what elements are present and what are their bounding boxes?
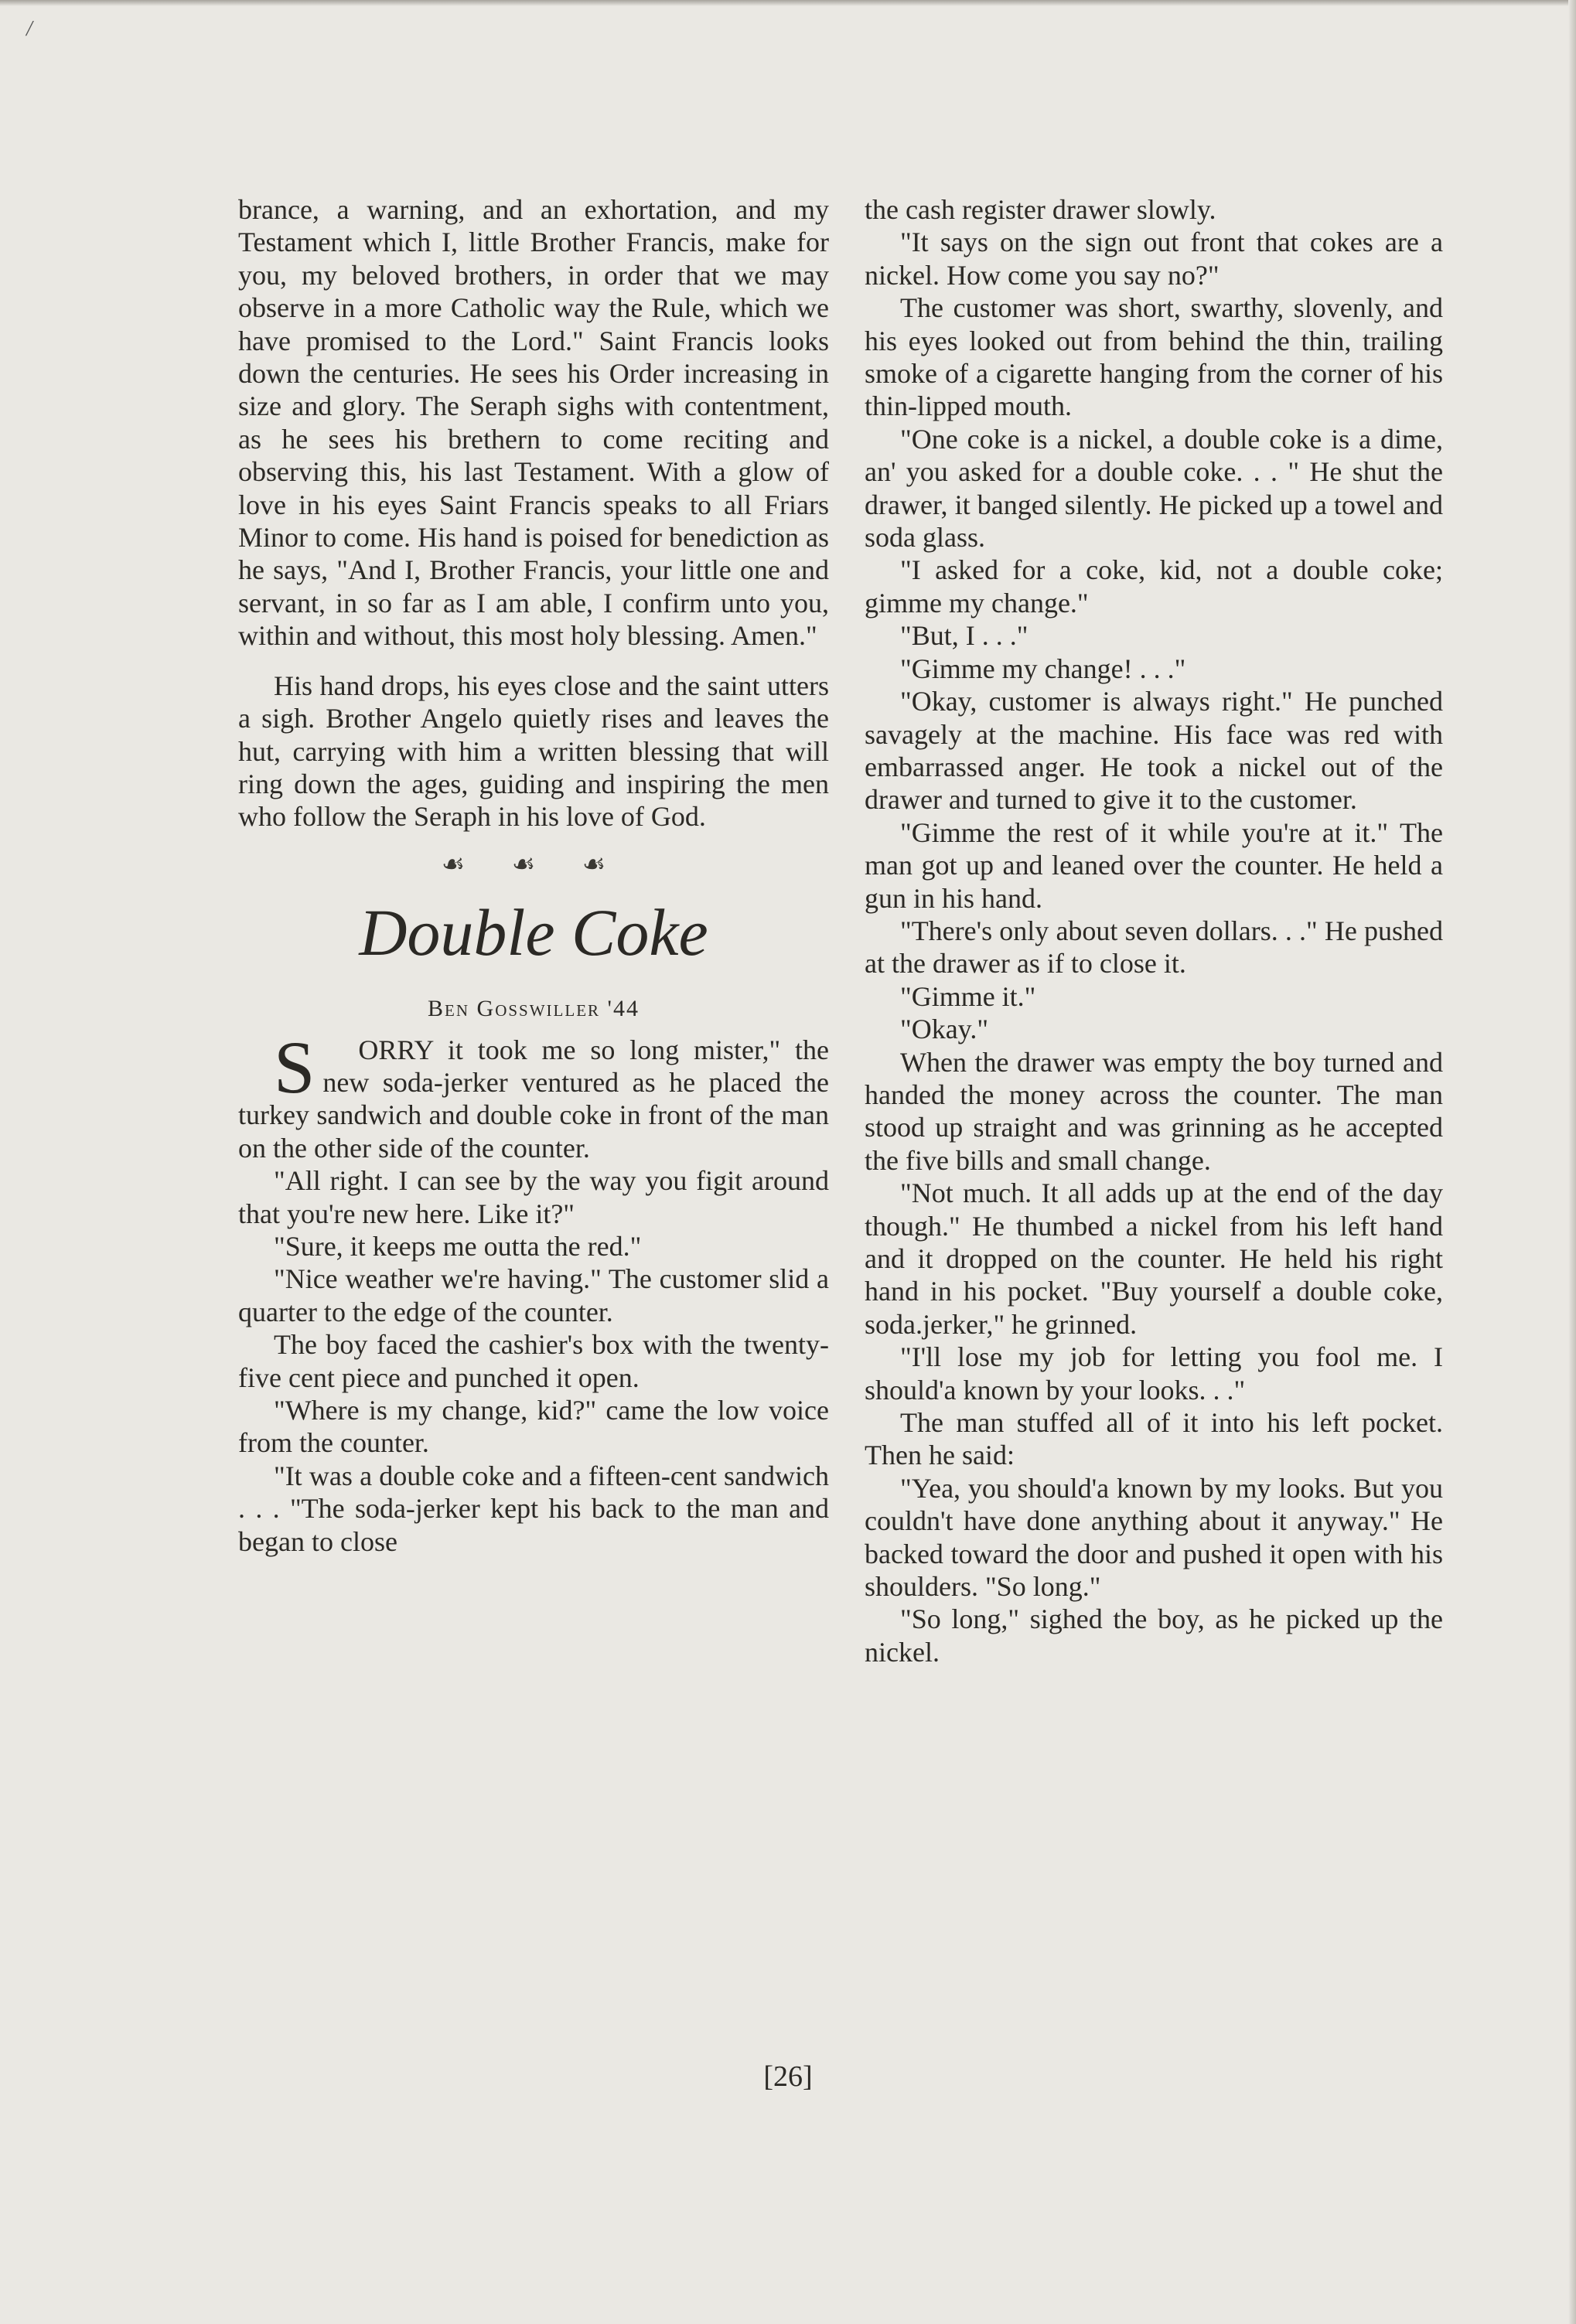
story-paragraph: "So long," sighed the boy, as he picked up the nickel.	[865, 1603, 1443, 1668]
continued-paragraph-2: His hand drops, his eyes close and the saint utters a sigh. Brother Angelo quietly rises and leaves the hut, carrying with him a written blessing that will ring down the ages, guiding and inspiring the men who follow the Seraph in his love of God.	[238, 670, 829, 833]
story-paragraph: "All right. I can see by the way you figit around that you're new here. Like it?"	[238, 1165, 829, 1229]
story-paragraph: The customer was short, swarthy, slovenly, and his eyes looked out from behind the thin, trailing smoke of a cigarette hanging from the corner of his thin-lipped mouth.	[865, 292, 1443, 422]
left-column	[238, 193, 829, 1558]
continued-paragraph-1: brance, a warning, and an exhortation, and my Testament which I, little Brother Francis, make for you, my beloved brothers, in order that we may observe in a more Catholic way the Rule, which we have promised to the Lord." Saint Francis looks down the centuries. He sees his Order increasing in size and glory. The Seraph sighs with contentment, as he sees his brethern to come reciting and observing this, his last Testament. With a glow of love in his eyes Saint Francis speaks to all Friars Minor to come. His hand is poised for benediction as he says, "And I, Brother Francis, your little one and servant, in so far as I am able, I confirm unto you, within and without, this most holy blessing. Amen."	[238, 194, 829, 652]
right-column	[865, 193, 1443, 1668]
story-paragraph: "Okay."	[900, 1014, 989, 1045]
story-byline: Ben Gosswiller '44	[428, 996, 640, 1022]
story-opening-text: ORRY it took me so long mister," the new soda-jerker ventured as he placed the turkey sandwich and double coke in front of the man on the other side of the counter.	[238, 1034, 829, 1164]
story-paragraph: "I asked for a coke, kid, not a double coke; gimme my change."	[865, 554, 1443, 618]
page-number: [26]	[763, 2060, 813, 2093]
story-opening-paragraph	[238, 1025, 829, 1165]
section-ornament: ☙ ☙ ☙	[441, 850, 626, 879]
paper-top-edge	[0, 0, 1576, 6]
story-title: Double Coke	[359, 895, 708, 970]
story-paragraph: "Okay, customer is always right." He punched savagely at the machine. His face was red with embarrassed anger. He took a nickel out of the drawer and turned to give it to the customer.	[865, 686, 1443, 816]
story-paragraph: "But, I . . ."	[900, 620, 1028, 652]
story-paragraph: "Where is my change, kid?" came the low voice from the counter.	[238, 1395, 829, 1459]
story-paragraph: When the drawer was empty the boy turned and handed the money across the counter. The man stood up straight and was grinning as he accepted the five bills and small change.	[865, 1046, 1443, 1176]
story-paragraph: "Sure, it keeps me outta the red."	[274, 1230, 642, 1262]
story-paragraph: "I'll lose my job for letting you fool me. I should'a known by your looks. . ."	[865, 1341, 1443, 1406]
story-paragraph: "There's only about seven dollars. . ." He pushed at the drawer as if to close it.	[865, 915, 1443, 980]
story-paragraph: "It was a double coke and a fifteen-cent sandwich . . . "The soda-jerker kept his back to the man and began to close	[238, 1460, 829, 1557]
story-paragraph: "Not much. It all adds up at the end of the day though." He thumbed a nickel from his left hand and it dropped on the counter. He held his right hand in his pocket. "Buy yourself a double coke, soda.jerker," he grinned.	[865, 1177, 1443, 1340]
story-paragraph: "It says on the sign out front that cokes are a nickel. How come you say no?"	[865, 227, 1443, 291]
paper-right-edge	[1568, 0, 1576, 2324]
margin-mark: /	[26, 17, 32, 41]
story-paragraph: "Gimme my change! . . ."	[900, 653, 1186, 684]
story-paragraph: "Gimme the rest of it while you're at it." The man got up and leaned over the counter. He held a gun in his hand.	[865, 816, 1443, 914]
story-paragraph: The boy faced the cashier's box with the twenty-five cent piece and punched it open.	[238, 1329, 829, 1393]
story-paragraph: "One coke is a nickel, a double coke is a dime, an' you asked for a double coke. . . " He shut the drawer, it banged silently. He picked up a towel and soda glass.	[865, 423, 1443, 554]
story-paragraph: "Nice weather we're having." The customer slid a quarter to the edge of the counter.	[238, 1263, 829, 1327]
story-paragraph: "Yea, you should'a known by my looks. But you couldn't have done anything about it anyway." He backed toward the door and pushed it open with his shoulders. "So long."	[865, 1472, 1443, 1603]
story-paragraph: The man stuffed all of it into his left pocket. Then he said:	[865, 1407, 1443, 1471]
story-paragraph: the cash register drawer slowly.	[865, 194, 1216, 225]
drop-cap: S	[274, 1025, 316, 1109]
story-paragraph: "Gimme it."	[900, 980, 1036, 1012]
